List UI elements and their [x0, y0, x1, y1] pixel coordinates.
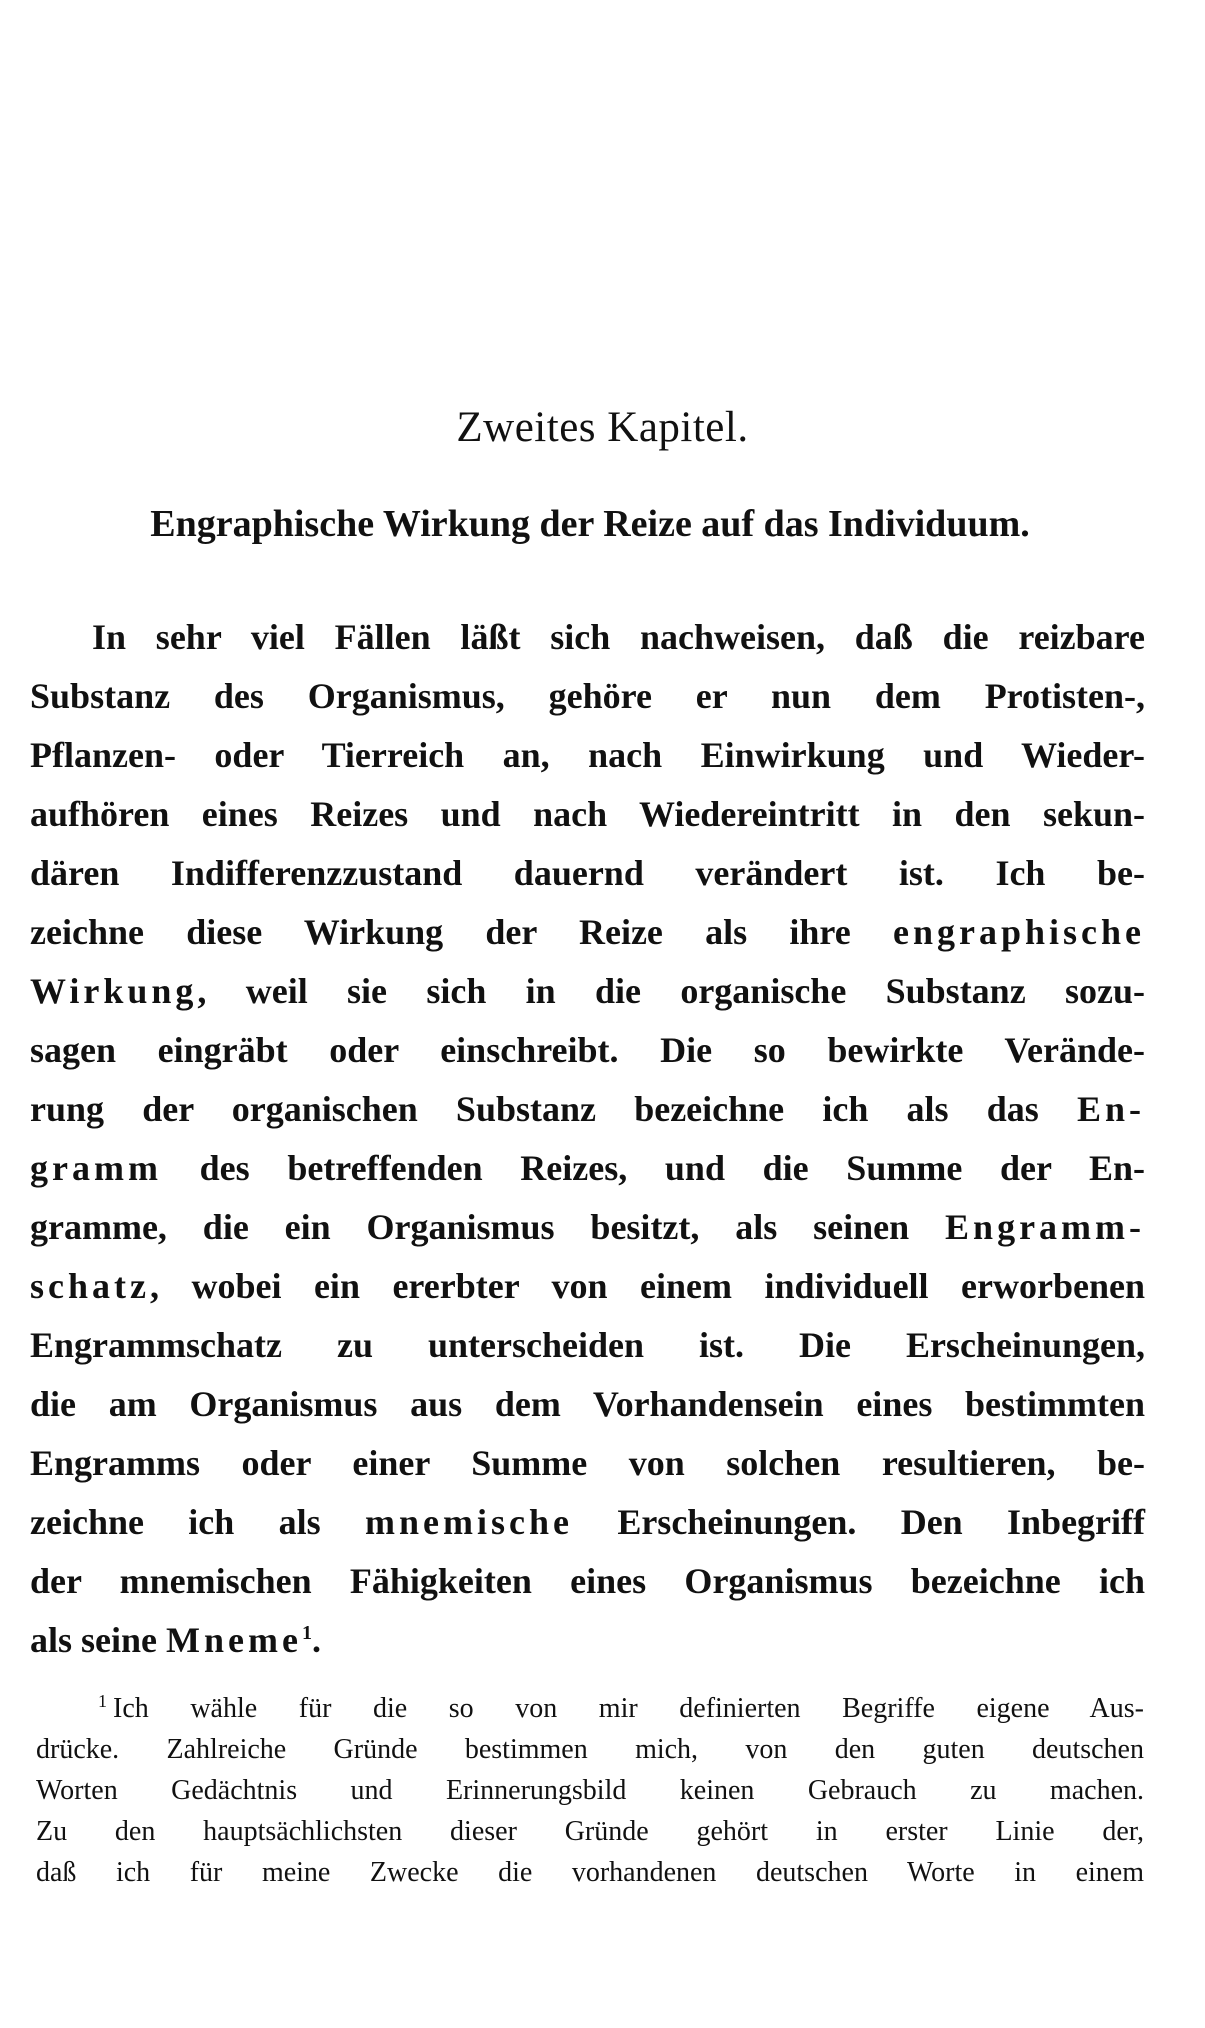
emphasized-term: En-	[1076, 1089, 1146, 1129]
emphasized-term: engraphische	[892, 912, 1145, 952]
body-line	[30, 962, 1145, 1021]
body-line	[30, 903, 1145, 962]
body-line-text: des betreffenden Reizes, und die Summe der En-	[199, 1148, 1145, 1188]
body-line: dären Indifferenzzustand dauernd verändert ist. Ich be-	[30, 853, 1145, 893]
body-line: sagen eingräbt oder einschreibt. Die so bewirkte Verände-	[30, 1030, 1145, 1070]
section-title: Engraphische Wirkung der Reize auf das Individuum.	[150, 503, 1030, 545]
footnote-text: Ich wähle für die so von mir definierten Begriffe eigene Aus-	[113, 1693, 1144, 1724]
body-line: Engramms oder einer Summe von solchen resultieren, be-	[30, 1443, 1145, 1483]
body-line-text: als seine	[30, 1620, 158, 1660]
body-line	[30, 1198, 1145, 1257]
body-line: die am Organismus aus dem Vorhandensein eines bestimmten	[30, 1384, 1145, 1424]
body-paragraph	[30, 608, 1145, 1670]
body-line-text: , weil sie sich in die organische Substanz sozu-	[197, 971, 1145, 1011]
footnote-reference[interactable]: 1	[301, 1622, 312, 1644]
body-line: Pflanzen- oder Tierreich an, nach Einwirkung und Wieder-	[30, 735, 1145, 775]
body-line: aufhören eines Reizes und nach Wiedereintritt in den sekun-	[30, 794, 1145, 834]
footnote-line: drücke. Zahlreiche Gründe bestimmen mich, von den guten deutschen	[36, 1734, 1144, 1765]
emphasized-term: gramm	[30, 1148, 162, 1188]
body-line	[30, 1139, 1145, 1198]
body-line-text: gramme, die ein Organismus besitzt, als seinen	[30, 1207, 910, 1247]
footnote-number: 1	[98, 1690, 107, 1711]
emphasized-term: Wirkung	[30, 971, 198, 1011]
body-line: In sehr viel Fällen läßt sich nachweisen, daß die reizbare	[92, 617, 1145, 657]
footnote	[36, 1688, 1144, 1893]
emphasized-term: Engramm-	[945, 1207, 1146, 1247]
body-line-text: rung der organischen Substanz bezeichne ich als das	[30, 1089, 1039, 1129]
footnote-line: Worten Gedächtnis und Erinnerungsbild keinen Gebrauch zu machen.	[36, 1775, 1144, 1806]
body-line	[30, 1080, 1145, 1139]
emphasized-term: schatz	[30, 1266, 150, 1306]
body-line	[30, 1611, 1145, 1670]
body-line	[30, 1493, 1145, 1552]
footnote-line	[36, 1688, 1144, 1729]
body-line: Substanz des Organismus, gehöre er nun dem Protisten-,	[30, 676, 1145, 716]
body-line: der mnemischen Fähigkeiten eines Organismus bezeichne ich	[30, 1561, 1145, 1601]
body-line-text: zeichne ich als	[30, 1502, 321, 1542]
sentence-end: .	[311, 1620, 321, 1660]
body-line-text: , wobei ein ererbter von einem individuell erworbenen	[149, 1266, 1145, 1306]
body-line: Engrammschatz zu unterscheiden ist. Die Erscheinungen,	[30, 1325, 1145, 1365]
emphasized-term: mnemische	[365, 1502, 573, 1542]
footnote-line: daß ich für meine Zwecke die vorhandenen deutschen Worte in einem	[36, 1857, 1144, 1888]
chapter-heading: Zweites Kapitel.	[456, 404, 749, 451]
emphasized-term: Mneme	[166, 1620, 302, 1660]
body-line-text: zeichne diese Wirkung der Reize als ihre	[30, 912, 851, 952]
body-line-text: Erscheinungen. Den Inbegriff	[617, 1502, 1146, 1542]
footnote-line: Zu den hauptsächlichsten dieser Gründe gehört in erster Linie der,	[36, 1816, 1144, 1847]
body-line	[30, 1257, 1145, 1316]
